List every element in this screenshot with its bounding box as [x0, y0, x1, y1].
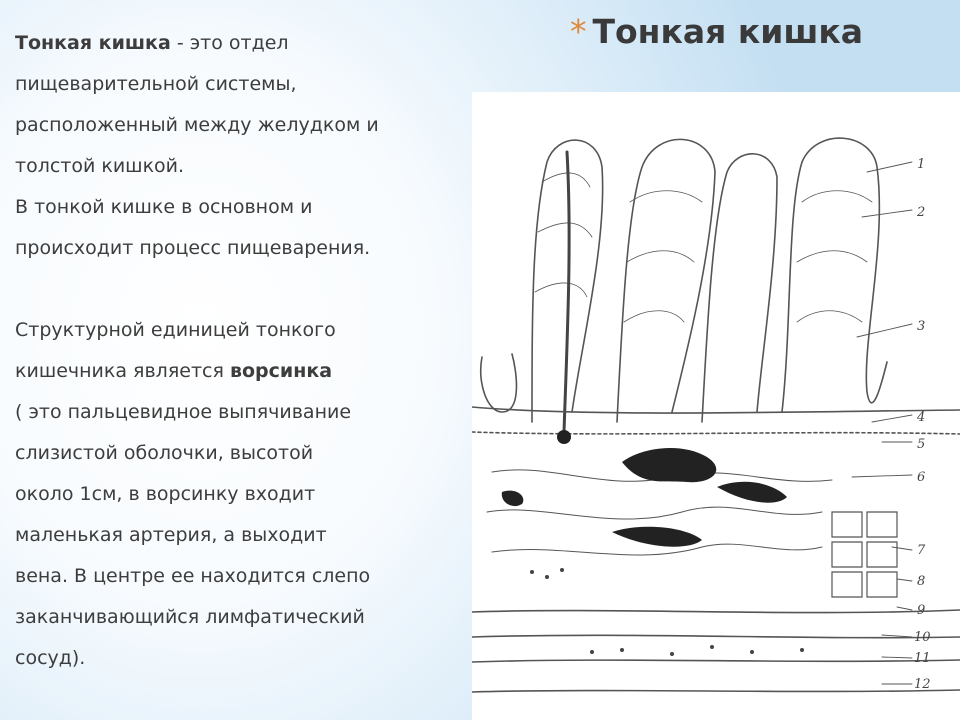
blood-vessel [622, 448, 716, 482]
title-bullet: * [570, 12, 587, 51]
text-line: маленькая артерия, а выходит [15, 524, 327, 546]
text-span: кишечника является [15, 360, 230, 382]
text-line: слизистой оболочки, высотой [15, 442, 314, 464]
figure-label: 3 [917, 319, 926, 334]
label-leaders [852, 162, 912, 684]
figure-label: 2 [917, 205, 926, 220]
text-line [15, 23, 475, 64]
villus-small [481, 354, 517, 412]
term-bold: Тонкая кишка [15, 32, 171, 54]
figure-label: 10 [914, 630, 931, 645]
villi-drawing [472, 92, 960, 720]
figure-label: 8 [917, 574, 926, 589]
gland-grid [832, 512, 897, 597]
layer-line [472, 690, 960, 692]
intestinal-villi-illustration [472, 92, 960, 720]
layer-line [472, 660, 960, 662]
slide-title [570, 12, 863, 51]
paragraph-gap [15, 269, 475, 310]
figure-label: 9 [917, 603, 926, 618]
blood-vessel [717, 482, 787, 503]
text-span: - это отдел [170, 32, 289, 54]
layer-line [472, 610, 960, 613]
layer-line [472, 432, 960, 434]
blood-vessel [612, 527, 702, 547]
text-line: ( это пальцевидное выпячивание [15, 401, 352, 423]
text-line: Структурной единицей тонкого [15, 319, 336, 341]
title-text: Тонкая кишка [592, 12, 864, 51]
central-lacteal [564, 152, 569, 432]
blood-vessel [502, 491, 524, 506]
text-line: толстой кишкой. [15, 155, 185, 177]
villus-2 [617, 139, 715, 422]
text-line: сосуд). [15, 647, 86, 669]
text-line: В тонкой кишке в основном и [15, 196, 313, 218]
figure-label: 7 [917, 543, 926, 558]
figure-label: 11 [914, 651, 931, 666]
layer-line [472, 407, 960, 413]
text-line: около 1см, в ворсинку входит [15, 483, 316, 505]
text-line: заканчивающийся лимфатический [15, 606, 365, 628]
figure-label: 6 [917, 470, 926, 485]
body-text [15, 23, 475, 679]
text-line: расположенный между желудком и [15, 114, 379, 136]
figure-label: 5 [917, 437, 926, 452]
term-bold: ворсинка [229, 360, 333, 382]
figure-label: 4 [917, 410, 926, 425]
text-line: вена. В центре ее находится слепо [15, 565, 371, 587]
text-line: происходит процесс пищеварения. [15, 237, 371, 259]
lacteal-end [557, 430, 571, 444]
text-line: пищеварительной системы, [15, 73, 297, 95]
figure-label: 1 [917, 157, 926, 172]
villus-4 [782, 138, 887, 412]
text-line [15, 351, 475, 392]
figure-label: 12 [914, 677, 931, 692]
